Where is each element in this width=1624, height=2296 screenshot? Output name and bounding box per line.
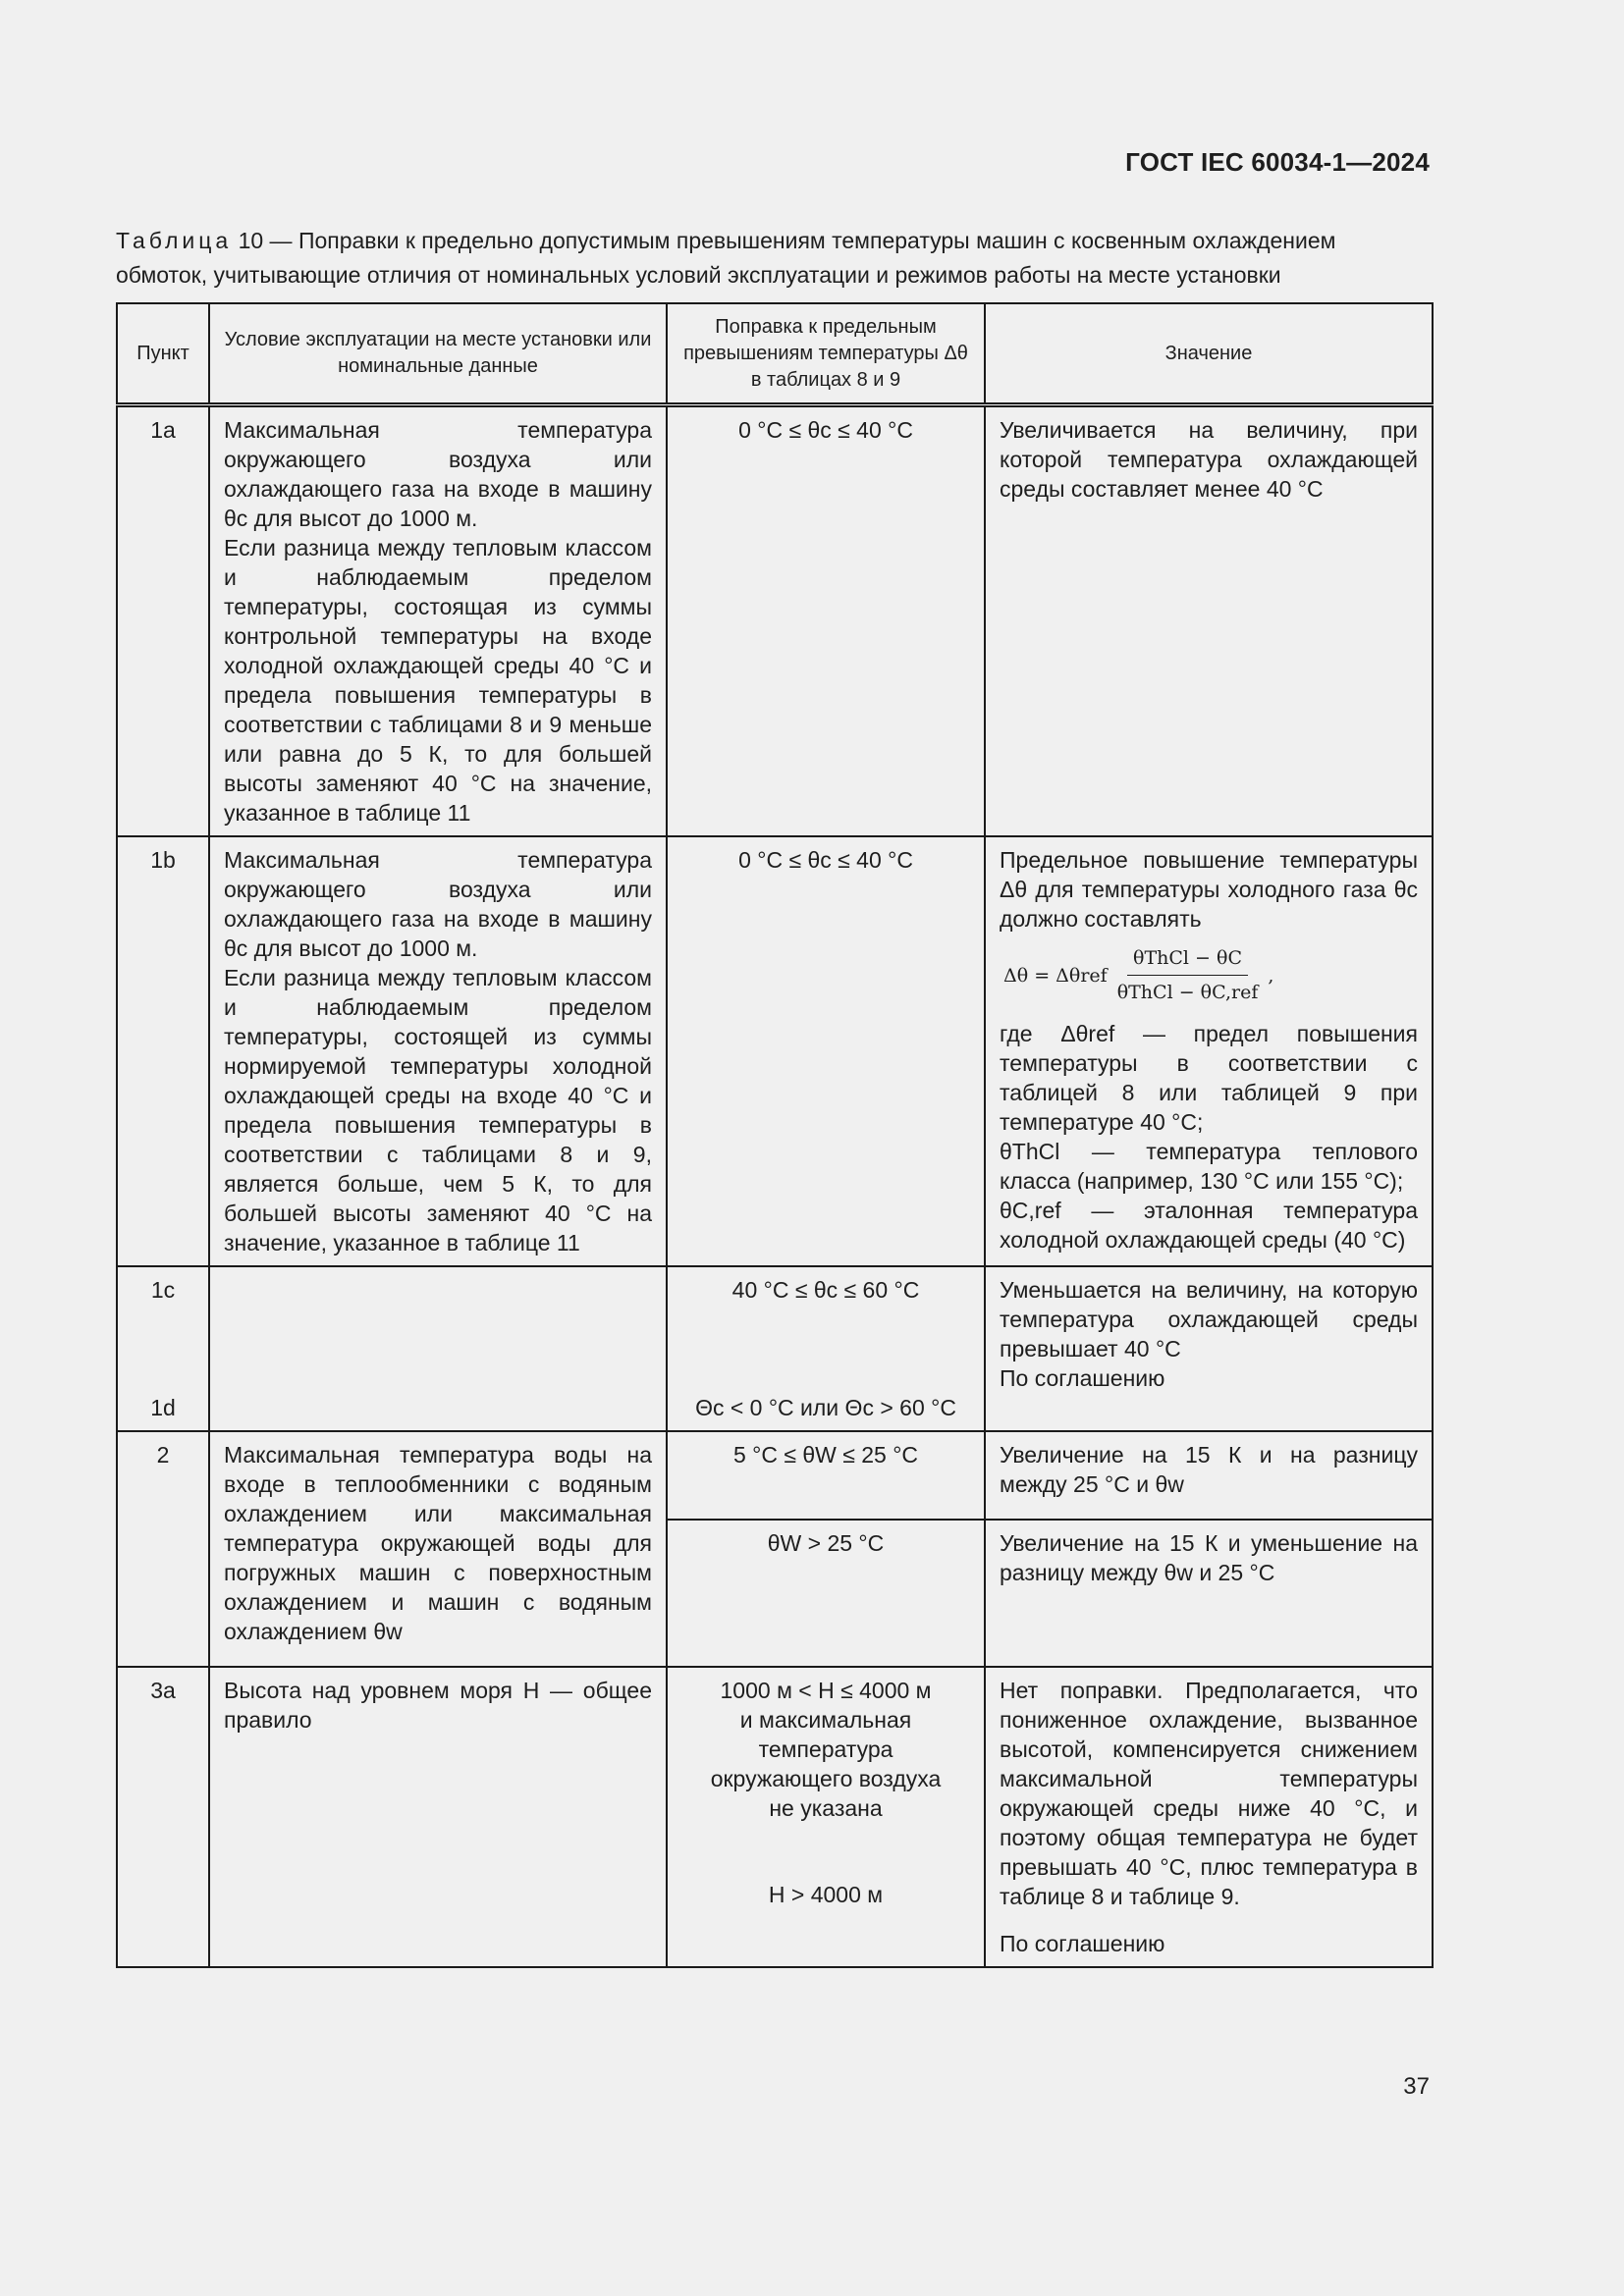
correction-cell [667,1266,985,1431]
table-header-row [117,303,1433,405]
header-condition: Условие эксплуатации на месте установки или номинальные данные [209,303,667,405]
correction-text: 40 °C ≤ θc ≤ 60 °C [731,1277,920,1303]
item-number: 3a [117,1667,209,1967]
value-text: По соглашению [1000,1365,1165,1391]
item-number-group [117,1266,209,1431]
header-item: Пункт [117,303,209,405]
correction-cell [667,1667,985,1967]
corrections-table [116,302,1434,1968]
table-row [117,1266,1433,1431]
standard-code: ГОСТ IEC 60034-1—2024 [1125,147,1430,177]
header-value: Значение [985,303,1433,405]
correction-cell: θW > 25 °C [667,1520,985,1667]
item-number: 1a [117,405,209,837]
item-number: 1c [150,1277,176,1303]
caption-text: 10 — Поправки к предельно допустимым превышениям температуры машин с косвенным охлаждением обмоток, учитывающие отличия от номинальных условий эксплуатации и режимов работы на месте установки [116,228,1336,288]
formula-denominator: θThCl − θC,ref [1116,982,1259,1003]
table-caption [116,224,1432,293]
table-row [117,836,1433,1266]
correction-text: H > 4000 м [768,1882,884,1907]
header-correction: Поправка к предельным превышениям температуры Δθ в таблицах 8 и 9 [667,303,985,405]
correction-cell: 5 °C ≤ θW ≤ 25 °C [667,1431,985,1520]
item-number: 1b [117,836,209,1266]
correction-text: 1000 м < H ≤ 4000 м и максимальная температура окружающего воздуха не указана [710,1678,942,1821]
page-number: 37 [1403,2073,1430,2100]
value-text: По соглашению [1000,1931,1165,1956]
value-text: Нет поправки. Предполагается, что пониженное охлаждение, вызванное высотой, компенсируется снижением максимальной температуры окружающей среды ниже 40 °C, и поэтому общая температура не будет превышать 40 °C, плюс температура в таблице 8 и таблице 9. [1000,1678,1418,1909]
value-definition: θC,ref — эталонная температура холодной охлаждающей среды (40 °C) [1000,1198,1418,1253]
value-definition: где Δθref — предел повышения температуры в соответствии с таблицей 8 или таблицей 9 при температуре 40 °C; [1000,1021,1418,1135]
value-cell [985,1667,1433,1967]
caption-label: Таблица [116,228,233,253]
formula-numerator: θThCl − θC [1127,943,1248,976]
condition-cell [209,1266,667,1431]
value-definition: θThCl — температура теплового класса (например, 130 °C или 155 °C); [1000,1139,1418,1194]
condition-cell: Максимальная температура окружающего воздуха или охлаждающего газа на входе в машину θc для высот до 1000 м. Если разница между тепловым классом и наблюдаемым пределом температуры, состоящая из суммы контрольной температуры на входе холодной охлаждающей среды 40 °C и предела повышения температуры в соответствии с таблицами 8 и 9 меньше или равна до 5 К, то для большей высоты заменяют 40 °C на значение, указанное в таблице 11 [209,405,667,837]
value-intro: Предельное повышение температуры Δθ для температуры холодного газа θc должно составлять [1000,847,1418,932]
value-cell: Увеличивается на величину, при которой температура охлаждающей среды составляет менее 40 °C [985,405,1433,837]
formula-lhs: Δθ = Δθref [1003,964,1108,987]
condition-cell: Высота над уровнем моря H — общее правило [209,1667,667,1967]
correction-cell: 0 °C ≤ θc ≤ 40 °C [667,836,985,1266]
value-cell [985,836,1433,1266]
table-row [117,405,1433,837]
formula-fraction [1111,943,1265,1007]
value-cell: Увеличение на 15 К и на разницу между 25 °C и θw [985,1431,1433,1520]
table-row [117,1431,1433,1520]
item-number: 1d [150,1395,176,1420]
formula-end: , [1268,964,1274,987]
correction-cell: 0 °C ≤ θc ≤ 40 °C [667,405,985,837]
condition-cell: Максимальная температура окружающего воздуха или охлаждающего газа на входе в машину θc для высот до 1000 м. Если разница между тепловым классом и наблюдаемым пределом температуры, состоящей из суммы нормируемой температуры холодной охлаждающей среды на входе 40 °C и предела повышения температуры в соответствии с таблицами 8 и 9, является больше, чем 5 К, то для большей высоты заменяют 40 °C на значение, указанное в таблице 11 [209,836,667,1266]
correction-text: Θc < 0 °C или Θc > 60 °C [695,1395,956,1420]
value-cell [985,1266,1433,1431]
value-cell: Увеличение на 15 К и уменьшение на разницу между θw и 25 °C [985,1520,1433,1667]
value-text: Уменьшается на величину, на которую температура охлаждающей среды превышает 40 °C [1000,1277,1418,1362]
table-row [117,1667,1433,1967]
temperature-formula [1003,943,1418,1007]
item-number: 2 [117,1431,209,1667]
condition-cell: Максимальная температура воды на входе в теплообменники с водяным охлаждением или максимальная температура окружающей воды для погружных машин с поверхностным охлаждением и машин с водяным охлаждением θw [209,1431,667,1667]
